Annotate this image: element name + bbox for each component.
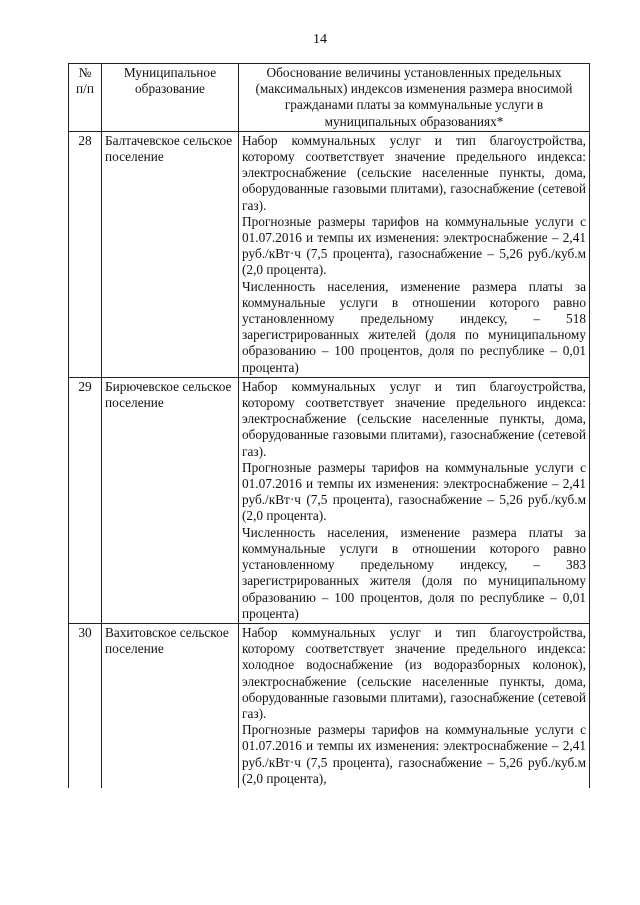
justification-paragraph: Прогнозные размеры тарифов на коммунальные услуги с 01.07.2016 и темпы их изменения: электроснабжение – 2,41 руб./кВт·ч (7,5 процента), газоснабжение – 5,26 руб./куб.м (2,0 процента). bbox=[242, 213, 586, 278]
municipality-name: Бирючевское сельское поселение bbox=[102, 377, 239, 623]
justification-paragraph: Прогнозные размеры тарифов на коммунальные услуги с 01.07.2016 и темпы их изменения: электроснабжение – 2,41 руб./кВт·ч (7,5 процента), газоснабжение – 5,26 руб./куб.м (2,0 процента), bbox=[242, 722, 586, 786]
justification-paragraph: Набор коммунальных услуг и тип благоустройства, которому соответствует значение предельного индекса: электроснабжение (сельские населенные пункты, дома, оборудованные газовыми плитами), газоснабжение (сетевой газ). bbox=[242, 132, 586, 213]
justification-cell bbox=[239, 377, 590, 623]
header-municipality: Муниципальное образование bbox=[102, 64, 239, 132]
page-number: 14 bbox=[313, 32, 327, 47]
table-row bbox=[69, 131, 590, 377]
municipality-name: Вахитовское сельское поселение bbox=[102, 623, 239, 788]
table-header-row bbox=[69, 64, 590, 132]
row-number: 29 bbox=[69, 377, 102, 623]
row-number: 30 bbox=[69, 623, 102, 788]
justification-paragraph: Численность населения, изменение размера платы за коммунальные услуги в отношении которого равно установленному предельному индексу, – 518 зарегистрированных жителей (доля по муниципальному образованию – 100 процентов, доля по республике – 0,01 процента) bbox=[242, 278, 586, 375]
header-justification: Обоснование величины установленных предельных (максимальных) индексов изменения размера вносимой гражданами платы за коммунальные услуги в муниципальных образованиях* bbox=[239, 64, 590, 132]
header-num: № п/п bbox=[69, 64, 102, 132]
justification-paragraph: Прогнозные размеры тарифов на коммунальные услуги с 01.07.2016 и темпы их изменения: электроснабжение – 2,41 руб./кВт·ч (7,5 процента), газоснабжение – 5,26 руб./куб.м (2,0 процента). bbox=[242, 459, 586, 524]
table-row bbox=[69, 377, 590, 623]
justification-paragraph: Численность населения, изменение размера платы за коммунальные услуги в отношении которого равно установленному предельному индексу, – 383 зарегистрированных жителя (доля по муниципальному образованию – 100 процентов, доля по республике – 0,01 процента) bbox=[242, 524, 586, 621]
justification-paragraph: Набор коммунальных услуг и тип благоустройства, которому соответствует значение предельного индекса: холодное водоснабжение (из водоразборных колонок), электроснабжение (сельские населенные пункты, дома, оборудованные газовыми плитами), газоснабжение (сетевой газ). bbox=[242, 624, 586, 721]
row-number: 28 bbox=[69, 131, 102, 377]
table-row bbox=[69, 623, 590, 788]
municipality-name: Балтачевское сельское поселение bbox=[102, 131, 239, 377]
justification-cell bbox=[239, 131, 590, 377]
justification-cell bbox=[239, 623, 590, 788]
municipal-index-table bbox=[68, 63, 590, 788]
justification-paragraph: Набор коммунальных услуг и тип благоустройства, которому соответствует значение предельного индекса: электроснабжение (сельские населенные пункты, дома, оборудованные газовыми плитами), газоснабжение (сетевой газ). bbox=[242, 378, 586, 459]
